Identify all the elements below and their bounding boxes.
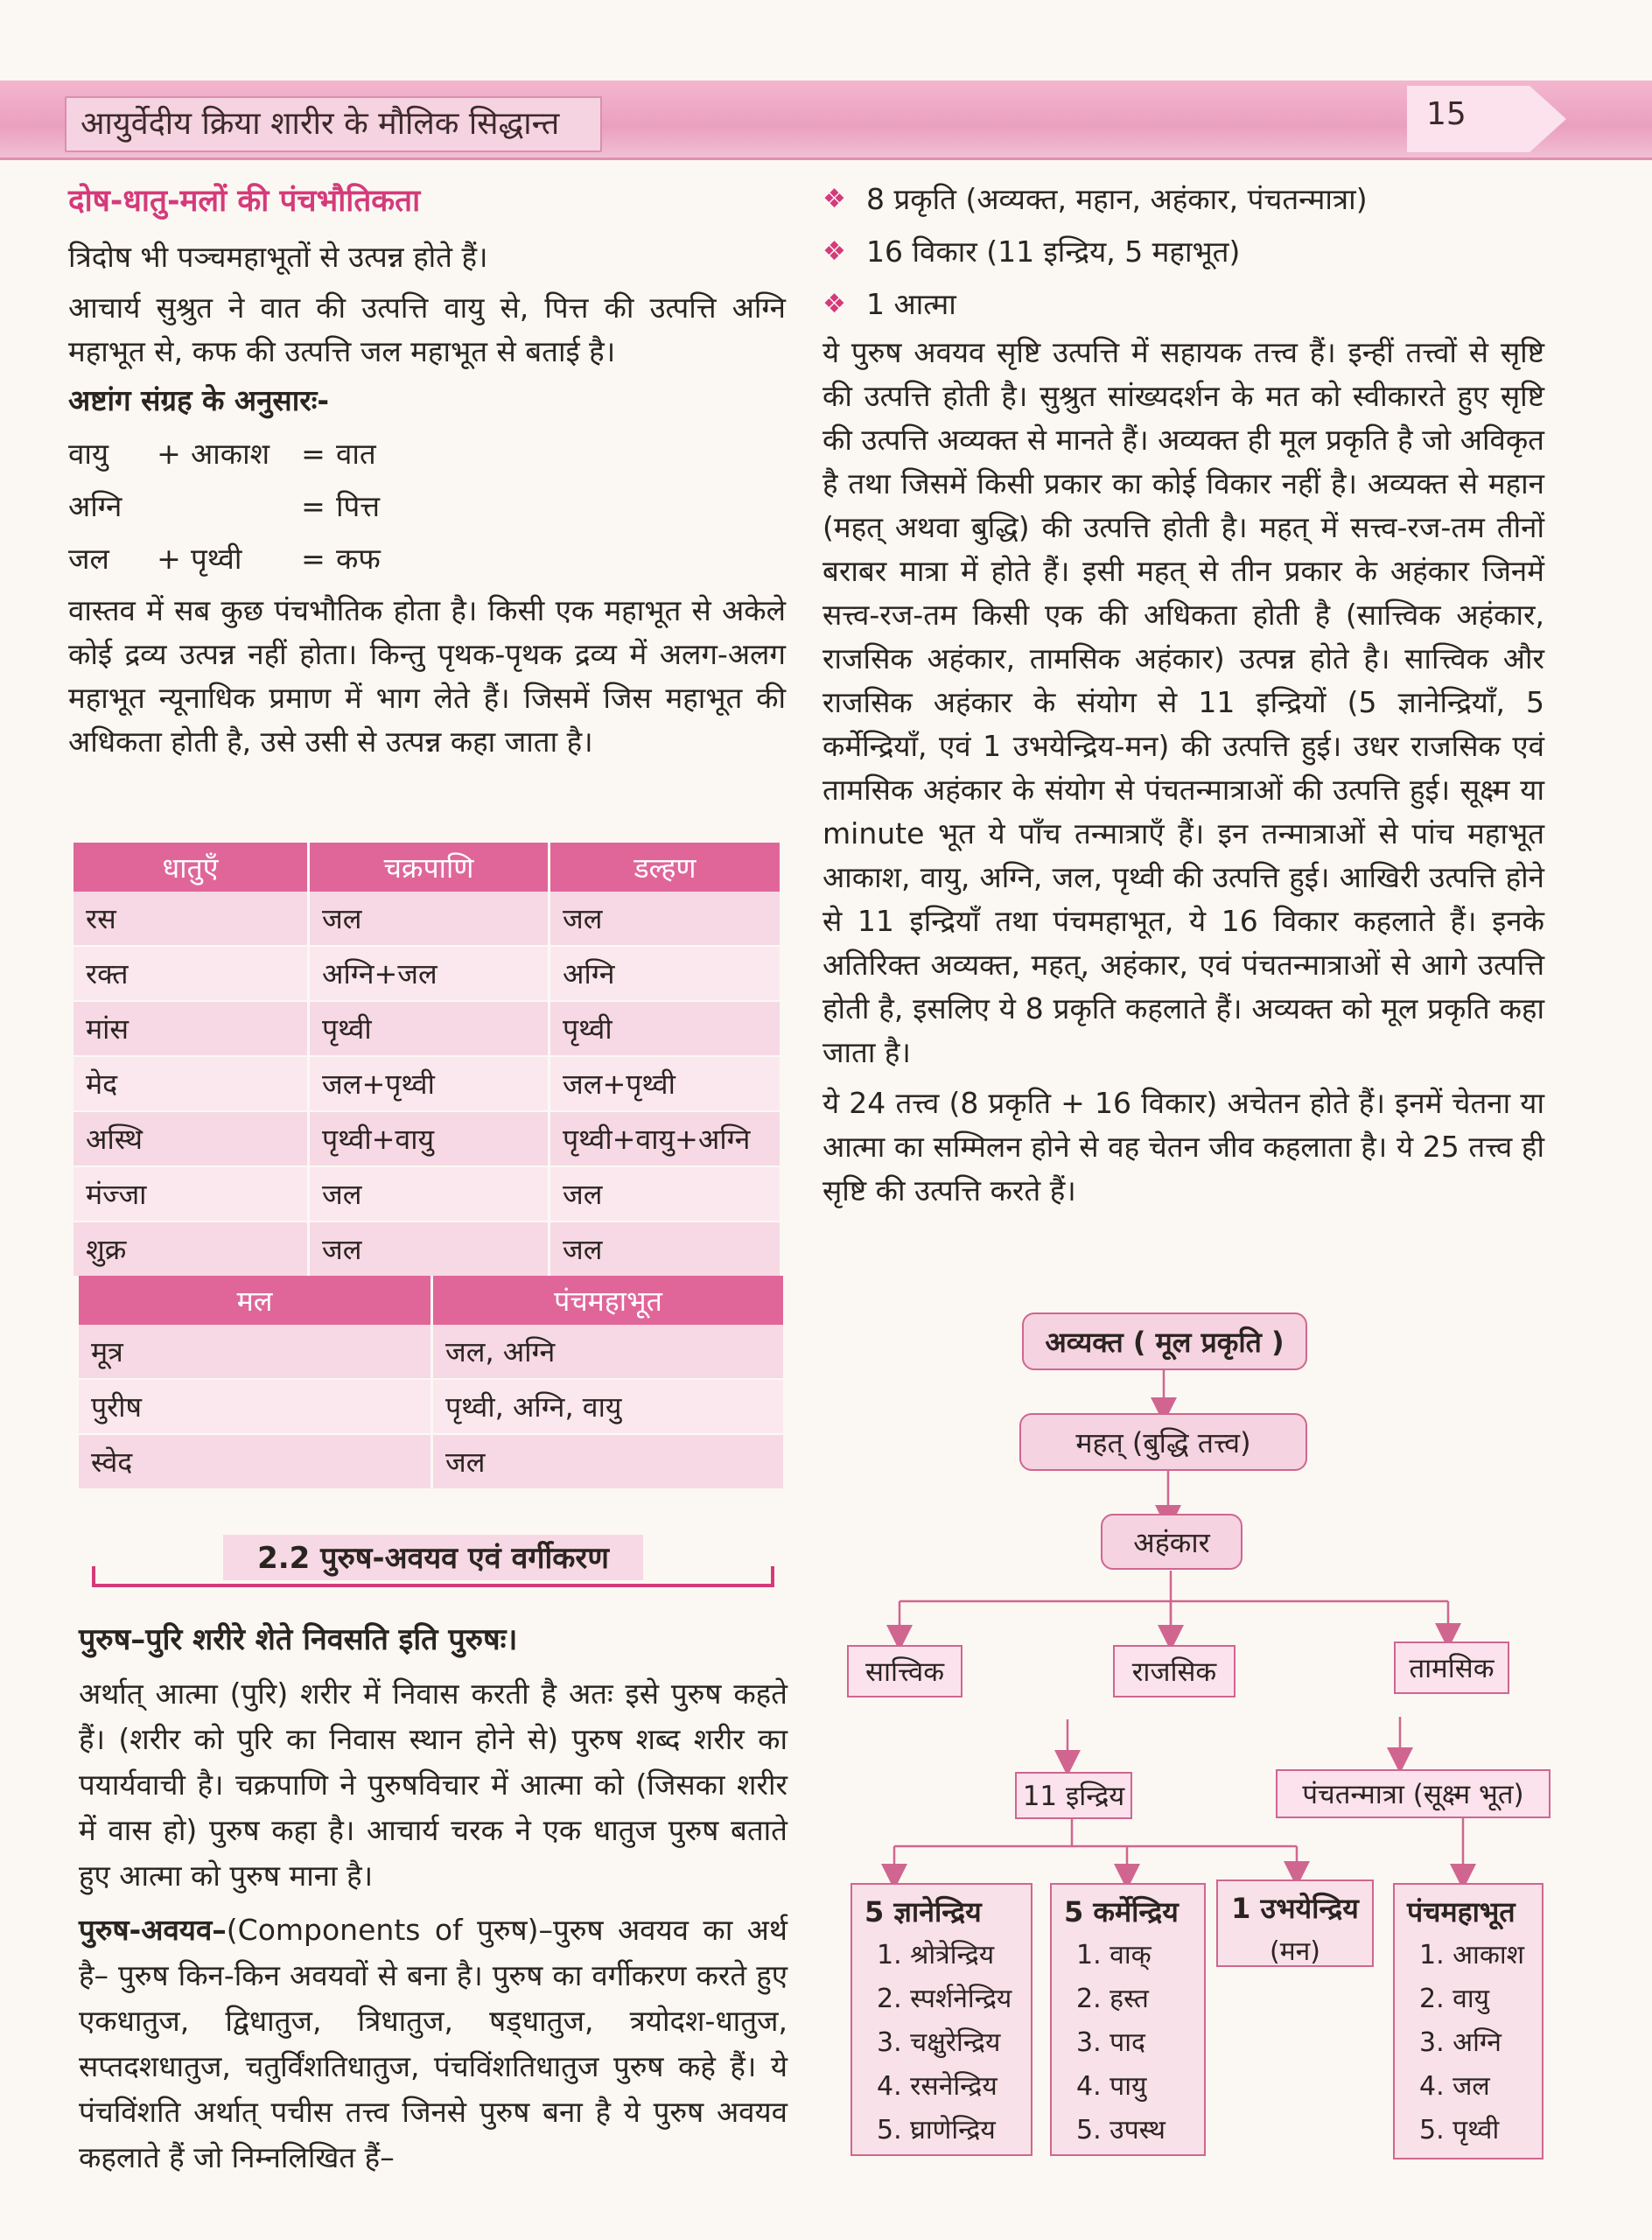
equation-row: अग्नि = पित्त: [68, 489, 381, 523]
box-ubhayendriya: 1 उभयेन्द्रिय (मन): [1216, 1880, 1374, 1967]
node-mahat: महत् (बुद्धि तत्त्व): [1019, 1413, 1307, 1471]
inline-bold: पुरुष-अवयव–: [79, 1913, 227, 1947]
equation-row: जल + पृथ्वी = कफ: [68, 542, 381, 576]
node-tanmatra: पंचतन्मात्रा (सूक्ष्म भूत): [1276, 1769, 1550, 1818]
table-row: मेद जल+पृथ्वी जल+पृथ्वी: [74, 1056, 781, 1111]
list-item: ❖ 16 विकार (11 इन्द्रिय, 5 महाभूत): [822, 226, 1544, 278]
subheading: अष्टांग संग्रह के अनुसारः-: [68, 383, 330, 417]
table-row: पुरीष पृथ्वी, अग्नि, वायु: [79, 1379, 785, 1434]
table-row: मांस पृथ्वी पृथ्वी: [74, 1001, 781, 1056]
node-satvik: सात्त्विक: [847, 1645, 962, 1698]
list-item: ❖ 8 प्रकृति (अव्यक्त, महान, अहंकार, पंचतन्मात्रा): [822, 173, 1544, 226]
table-row: शुक्र जल जल: [74, 1222, 781, 1277]
diamond-bullet-icon: ❖: [822, 289, 846, 319]
section-title: 2.2 पुरुष-अवयव एवं वर्गीकरण: [257, 1541, 609, 1576]
node-ahankar: अहंकार: [1101, 1514, 1242, 1570]
table-header: डल्हण: [550, 843, 781, 892]
table-header: मल: [79, 1276, 432, 1325]
page-number: 15: [1426, 96, 1466, 132]
sanskrit-heading: पुरुष–पुरि शरीरे शेते निवसति इति पुरुषः।: [79, 1622, 518, 1657]
box-karmendriya: 5 कर्मेन्द्रिय 1. वाक् 2. हस्त 3. पाद 4. पायु 5. उपस्थ: [1050, 1883, 1206, 2156]
paragraph: पुरुष-अवयव–(Components of पुरुष)–पुरुष अवयव का अर्थ है– पुरुष किन-किन अवयवों से बना है। पुरुष का वर्गीकरण करते हुए एकधातुज, द्विधातुज, त्रिधातुज, षड्धातुज, त्रयोदश-धातुज, सप्तदशधातुज, चतुर्विंशतिधातुज, पंचविंशतिधातुज पुरुष कहे हैं। ये पंचविंशति अर्थात् पचीस तत्त्व जिनसे पुरुष बना है ये पुरुष अवयव कहलाते हैं जो निम्नलिखित हैं–: [79, 1913, 788, 2174]
paragraph: त्रिदोष भी पञ्चमहाभूतों से उत्पन्न होते हैं।: [68, 240, 488, 274]
table-header: धातुएँ: [74, 843, 309, 892]
node-tamasik: तामसिक: [1394, 1642, 1509, 1694]
table-row: मंज्जा जल जल: [74, 1166, 781, 1222]
equation-row: वायु + आकाश = वात: [68, 437, 376, 471]
table-row: रस जल जल: [74, 892, 781, 946]
table-row: मूत्र जल, अग्नि: [79, 1325, 785, 1379]
paragraph: ये 24 तत्त्व (8 प्रकृति + 16 विकार) अचेतन होते हैं। इनमें चेतना या आत्मा का सम्मिलन होने से वह चेतन जीव कहलाता है। ये 25 तत्त्व ही सृष्टि की उत्पत्ति करते हैं।: [822, 1086, 1544, 1208]
diamond-bullet-icon: ❖: [822, 236, 846, 267]
box-panchmahabhut: पंचमहाभूत 1. आकाश 2. वायु 3. अग्नि 4. जल 5. पृथ्वी: [1393, 1883, 1544, 2160]
header-title: आयुर्वेदीय क्रिया शारीर के मौलिक सिद्धान्त: [80, 106, 560, 142]
node-rajasik: राजसिक: [1113, 1645, 1236, 1698]
table-row: स्वेद जल: [79, 1434, 785, 1489]
paragraph: अर्थात् आत्मा (पुरि) शरीर में निवास करती है अतः इसे पुरुष कहते हैं। (शरीर को पुरि का निवास स्थान होने से) पुरुष शब्द शरीर का पयार्यवाची है। चक्रपाणि ने पुरुषविचार में आत्मा को (जिसका शरीर में वास हो) पुरुष कहा है। आचार्य चरक ने एक धातुज पुरुष बताते हुए आत्मा को पुरुष माना है।: [79, 1676, 788, 1893]
list-item: ❖ 1 आत्मा: [822, 278, 1544, 331]
section-heading: दोष-धातु-मलों की पंचभौतिकता: [68, 184, 421, 219]
paragraph: ये पुरुष अवयव सृष्टि उत्पत्ति में सहायक तत्त्व हैं। इन्हीं तत्त्वों से सृष्टि की उत्पत्ति होती है। सुश्रुत सांख्यदर्शन के मत को स्वीकारते हुए सृष्टि की उत्पत्ति अव्यक्त से मानते हैं। अव्यक्त ही मूल प्रकृति है जो अविकृत है तथा जिसमें किसी प्रकार का कोई विकार नहीं है। अव्यक्त से महान (महत् अथवा बुद्धि) की उत्पत्ति होती है। महत् में सत्त्व-रज-तम तीनों बराबर मात्रा में होते हैं। इसी महत् से तीन प्रकार के अहंकार जिनमें सत्त्व-रज-तम किसी एक की अधिकता होती है (सात्त्विक अहंकार, राजसिक अहंकार, तामसिक अहंकार) उत्पन्न होते है। सात्त्विक और राजसिक अहंकार के संयोग से 11 इन्द्रियों (5 ज्ञानेन्द्रियाँ, 5 कर्मेन्द्रियाँ, एवं 1 उभयेन्द्रिय-मन) की उत्पत्ति हुई। उधर राजसिक एवं तामसिक अहंकार के संयोग से पंचतन्मात्राओं की उत्पत्ति हुई। सूक्ष्म या minute भूत ये पाँच तन्मात्राएँ हैं। इन तन्मात्राओं से पांच महाभूत आकाश, वायु, अग्नि, जल, पृथ्वी की उत्पत्ति हुई। आखिरी उत्पत्ति होने से 11 इन्द्रियाँ तथा पंचमहाभूत, ये 16 विकार कहलाते हैं। इनके अतिरिक्त अव्यक्त, महत्, अहंकार, एवं पंचतन्मात्राओं से आगे उत्पत्ति होती है, इसलिए ये 8 प्रकृति कहलाते हैं। अव्यक्त को मूल प्रकृति कहा जाता है।: [822, 335, 1544, 1069]
diamond-bullet-icon: ❖: [822, 184, 846, 214]
table-header: पंचमहाभूत: [432, 1276, 785, 1325]
table-header: चक्रपाणि: [309, 843, 550, 892]
table-row: अस्थि पृथ्वी+वायु पृथ्वी+वायु+अग्नि: [74, 1111, 781, 1166]
box-gyanendriya: 5 ज्ञानेन्द्रिय 1. श्रोत्रेन्द्रिय 2. स्पर्शनेन्द्रिय 3. चक्षुरेन्द्रिय 4. रसनेन्द्रिय 5. घ्राणेन्द्रिय: [850, 1883, 1032, 2156]
paragraph: वास्तव में सब कुछ पंचभौतिक होता है। किसी एक महाभूत से अकेले कोई द्रव्य उत्पन्न नहीं होता। किन्तु पृथक-पृथक द्रव्य में अलग-अलग महाभूत न्यूनाधिक प्रमाण में भाग लेते हैं। जिसमें जिस महाभूत की अधिकता होती है, उसे उसी से उत्पन्न कहा जाता है।: [68, 593, 786, 759]
node-11-indriya: 11 इन्द्रिय: [1015, 1772, 1132, 1819]
table-row: रक्त अग्नि+जल अग्नि: [74, 946, 781, 1001]
node-avyakta: अव्यक्त ( मूल प्रकृति ): [1022, 1312, 1307, 1370]
paragraph: आचार्य सुश्रुत ने वात की उत्पत्ति वायु से, पित्त की उत्पत्ति अग्नि महाभूत से, कफ की उत्पत्ति जल महाभूत से बताई है।: [68, 290, 786, 368]
